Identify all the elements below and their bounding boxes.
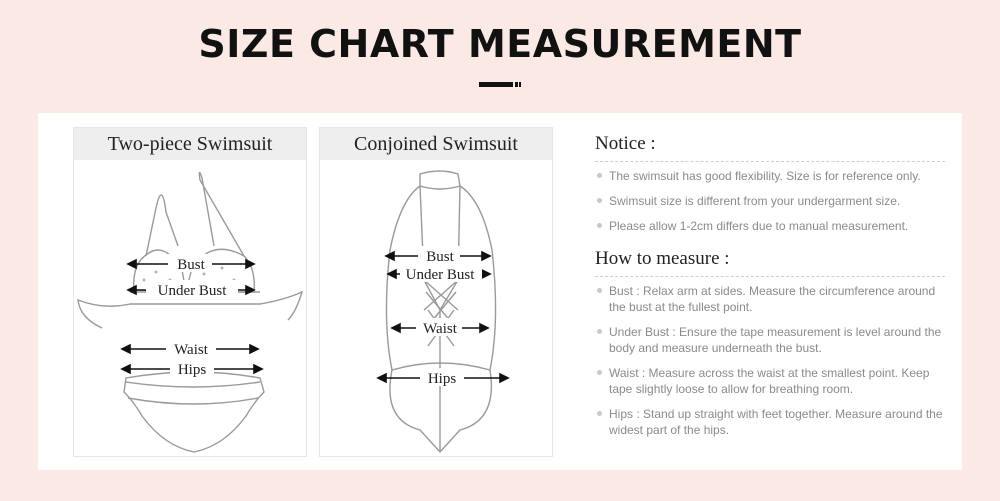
how-to-title: How to measure :: [595, 248, 945, 277]
two-piece-under-bust-label: Under Bust: [157, 283, 227, 299]
list-item: Under Bust : Ensure the tape measurement is level around the body and measure underneath the bust.: [595, 324, 945, 356]
title-underline: [479, 82, 513, 87]
list-item: Hips : Stand up straight with feet together. Measure around the widest part of the hips.: [595, 406, 945, 438]
how-to-list: [595, 283, 945, 438]
conjoined-heading: Conjoined Swimsuit: [320, 128, 552, 160]
list-item: Please allow 1-2cm differs due to manual measurement.: [595, 218, 945, 234]
notice-list: [595, 168, 945, 234]
conjoined-panel: [319, 127, 553, 457]
page-title: SIZE CHART MEASUREMENT: [198, 22, 802, 66]
two-piece-panel: [73, 127, 307, 457]
how-to-section: [595, 248, 945, 438]
conjoined-waist-label: Waist: [423, 321, 457, 337]
two-piece-hips-label: Hips: [177, 362, 207, 378]
conjoined-bust-label: Bust: [426, 249, 454, 265]
two-piece-heading: Two-piece Swimsuit: [74, 128, 306, 160]
list-item: The swimsuit has good flexibility. Size is for reference only.: [595, 168, 945, 184]
conjoined-under-bust-label: Under Bust: [405, 267, 475, 283]
title-underline-tick: [519, 82, 521, 87]
title-underline-tick: [515, 82, 518, 87]
notice-section: [595, 133, 945, 447]
conjoined-hips-label: Hips: [427, 371, 457, 387]
notice-title: Notice :: [595, 133, 945, 162]
conjoined-illustration: [320, 160, 552, 456]
two-piece-waist-label: Waist: [174, 342, 208, 358]
two-piece-bust-label: Bust: [177, 257, 205, 273]
list-item: Bust : Relax arm at sides. Measure the circumference around the bust at the fullest point.: [595, 283, 945, 315]
size-chart-card: [38, 113, 962, 470]
list-item: Swimsuit size is different from your undergarment size.: [595, 193, 945, 209]
two-piece-illustration: [74, 160, 306, 456]
list-item: Waist : Measure across the waist at the smallest point. Keep tape slightly loose to allow for breathing room.: [595, 365, 945, 397]
